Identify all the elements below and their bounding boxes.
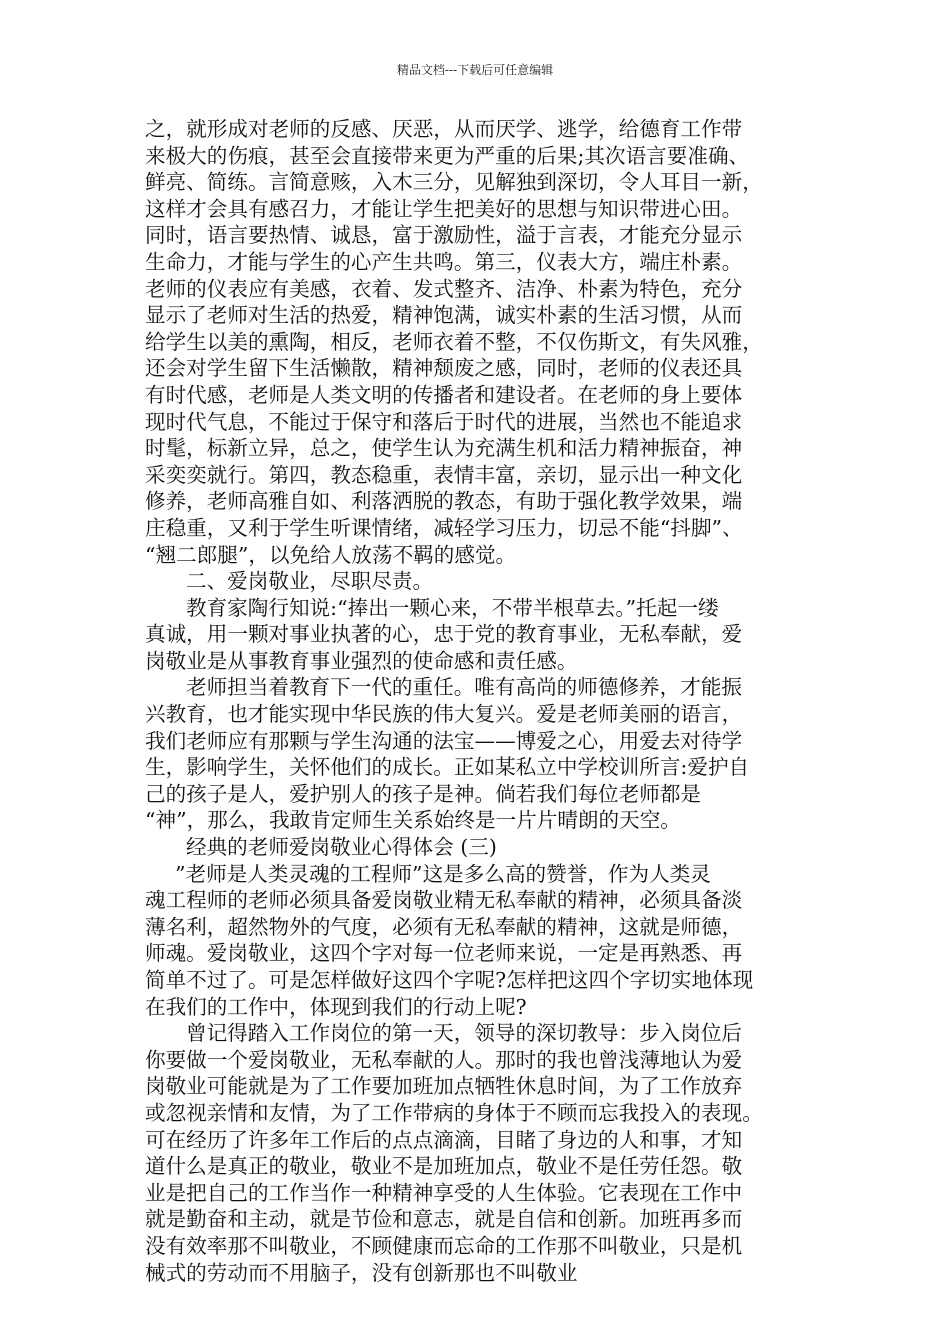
text-line: 就是勤奋和主动，就是节俭和意志，就是自信和创新。加班再多而 xyxy=(145,1207,743,1232)
text-line: “翘二郎腿”，以免给人放荡不羁的感觉。 xyxy=(145,542,517,567)
text-line: 同时，语言要热情、诚恳，富于激励性，溢于言表，才能充分显示 xyxy=(145,223,743,248)
text-line: 业是把自己的工作当作一种精神享受的人生体验。它表现在工作中 xyxy=(145,1180,743,1205)
text-line: 岗敬业可能就是为了工作要加班加点牺牲休息时间，为了工作放弃 xyxy=(145,1074,743,1099)
text-line: 教育家陶行知说:“捧出一颗心来，不带半根草去。”托起一缕 xyxy=(186,595,719,620)
text-line: 简单不过了。可是怎样做好这四个字呢?怎样把这四个字切实地体现 xyxy=(145,968,754,992)
text-line: 岗敬业是从事教育事业强烈的使命感和责任感。 xyxy=(145,648,578,673)
text-line: 己的孩子是人，爱护别人的孩子是神。倘若我们每位老师都是 xyxy=(145,781,702,806)
text-line: 道什么是真正的敬业，敬业不是加班加点，敬业不是任劳任怨。敬 xyxy=(145,1154,743,1179)
text-line: 时髦，标新立异，总之，使学生认为充满生机和活力精神振奋，神 xyxy=(145,436,743,461)
text-line: 有时代感，老师是人类文明的传播者和建设者。在老师的身上要体 xyxy=(145,382,743,407)
text-line: 薄名利，超然物外的气度，必须有无私奉献的精神，这就是师德， xyxy=(145,914,743,939)
text-line: 给学生以美的熏陶，相反，老师衣着不整，不仅伤斯文，有失风雅， xyxy=(145,329,763,354)
text-line: ”老师是人类灵魂的工程师”这是多么高的赞誉，作为人类灵 xyxy=(175,861,711,886)
text-line: 械式的劳动而不用脑子，没有创新那也不叫敬业 xyxy=(145,1260,578,1285)
text-line: 显示了老师对生活的热爱，精神饱满，诚实朴素的生活习惯，从而 xyxy=(145,303,743,328)
text-line: 魂工程师的老师必须具备爱岗敬业精无私奉献的精神，必须具备淡 xyxy=(145,888,743,913)
text-line: 生，影响学生，关怀他们的成长。正如某私立中学校训所言:爱护自 xyxy=(145,755,750,780)
text-line: 鲜亮、简练。言简意赅，入木三分，见解独到深切，令人耳目一新， xyxy=(145,170,763,195)
section-heading: 经典的老师爱岗敬业心得体会 (三) xyxy=(186,835,497,860)
page-header: 精品文档---下载后可任意编辑 xyxy=(396,63,554,77)
text-line: 你要做一个爱岗敬业，无私奉献的人。那时的我也曾浅薄地认为爱 xyxy=(145,1047,743,1072)
text-line: 真诚，用一颗对事业执著的心，忠于党的教育事业，无私奉献，爱 xyxy=(145,622,743,647)
text-line: 可在经历了许多年工作后的点点滴滴，目睹了身边的人和事，才知 xyxy=(145,1127,743,1152)
text-line: 在我们的工作中，体现到我们的行动上呢? xyxy=(145,994,527,1019)
text-line: 来极大的伤痕，甚至会直接带来更为严重的后果;其次语言要准确、 xyxy=(145,143,750,168)
text-line: “神”，那么，我敢肯定师生关系始终是一片片晴朗的天空。 xyxy=(145,808,681,833)
text-line: 修养，老师高雅自如、利落洒脱的教态，有助于强化教学效果，端 xyxy=(145,489,743,514)
text-line: 这样才会具有感召力，才能让学生把美好的思想与知识带进心田。 xyxy=(145,196,743,221)
text-line: 生命力，才能与学生的心产生共鸣。第三，仪表大方，端庄朴素。 xyxy=(145,249,743,274)
text-line: 还会对学生留下生活懒散，精神颓废之感，同时，老师的仪表还具 xyxy=(145,356,743,381)
text-line: 之，就形成对老师的反感、厌恶，从而厌学、逃学，给德育工作带 xyxy=(145,117,743,141)
text-line: 曾记得踏入工作岗位的第一天，领导的深切教导：步入岗位后 xyxy=(186,1021,743,1046)
text-line: 老师担当着教育下一代的重任。唯有高尚的师德修养，才能振 xyxy=(186,675,743,700)
text-line: 采奕奕就行。第四，教态稳重，表情丰富，亲切，显示出一种文化 xyxy=(145,462,743,487)
text-line: 我们老师应有那颗与学生沟通的法宝——博爱之心，用爱去对待学 xyxy=(145,728,743,753)
text-line: 老师的仪表应有美感，衣着、发式整齐、洁净、朴素为特色，充分 xyxy=(145,276,743,301)
text-line: 庄稳重，又利于学生听课情绪，减轻学习压力，切忌不能“抖脚”、 xyxy=(145,515,743,540)
document-body xyxy=(145,116,813,1286)
text-line: 或忽视亲情和友情，为了工作带病的身体于不顾而忘我投入的表现。 xyxy=(145,1100,763,1125)
text-line: 师魂。爱岗敬业，这四个字对每一位老师来说，一定是再熟悉、再 xyxy=(145,941,743,966)
text-line: 兴教育，也才能实现中华民族的伟大复兴。爱是老师美丽的语言， xyxy=(145,702,743,727)
section-heading: 二、爱岗敬业，尽职尽责。 xyxy=(186,569,434,594)
text-line: 没有效率那不叫敬业，不顾健康而忘命的工作那不叫敬业，只是机 xyxy=(145,1233,743,1258)
text-line: 现时代气息，不能过于保守和落后于时代的进展，当然也不能追求 xyxy=(145,409,743,434)
